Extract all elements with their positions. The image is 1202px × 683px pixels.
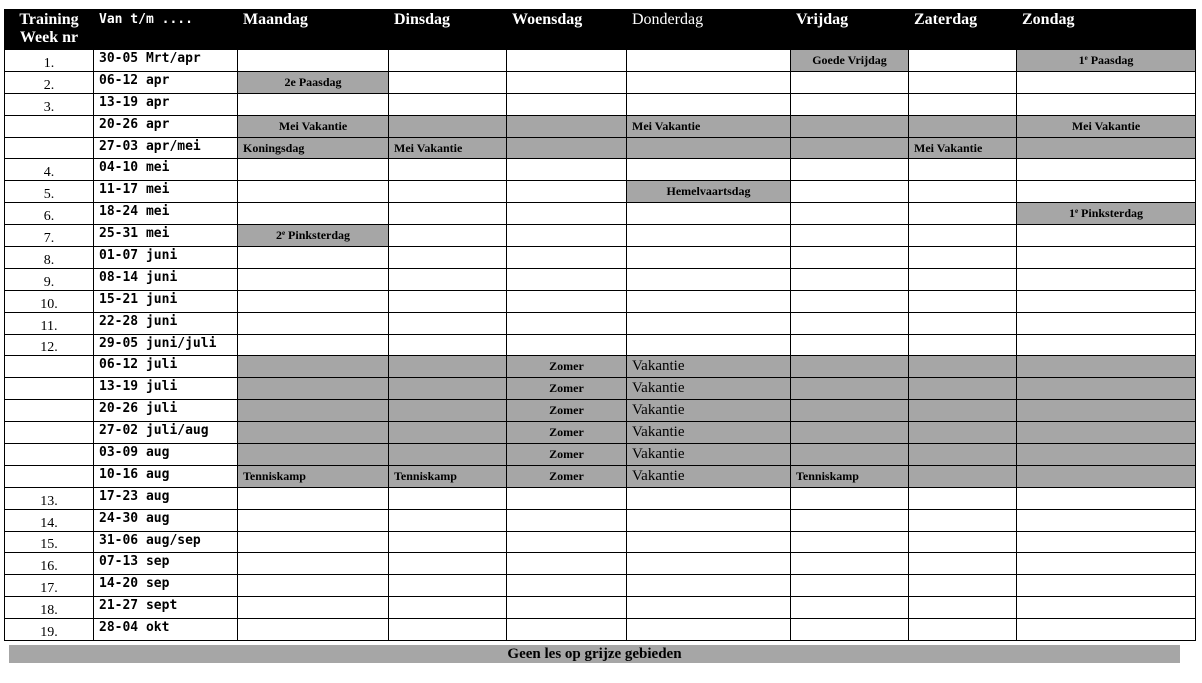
- table-row: [5, 312, 1196, 334]
- day-cell-monday: [238, 159, 389, 181]
- day-cell-friday: [791, 619, 909, 641]
- week-number-cell: 8.: [5, 247, 94, 269]
- day-cell-monday: [238, 553, 389, 575]
- day-cell-tuesday: Mei Vakantie: [389, 137, 507, 159]
- day-cell-monday: [238, 93, 389, 115]
- day-cell-tuesday: [389, 575, 507, 597]
- day-cell-monday: Koningsdag: [238, 137, 389, 159]
- day-cell-wednesday: [507, 334, 627, 356]
- date-range-cell: 07-13 sep: [94, 553, 238, 575]
- day-cell-thursday: [627, 487, 791, 509]
- day-cell-wednesday: [507, 159, 627, 181]
- day-cell-tuesday: Tenniskamp: [389, 465, 507, 487]
- date-range-cell: 30-05 Mrt/apr: [94, 50, 238, 72]
- day-cell-thursday: [627, 619, 791, 641]
- day-cell-thursday: [627, 334, 791, 356]
- day-cell-monday: [238, 509, 389, 531]
- table-row: [5, 268, 1196, 290]
- day-cell-tuesday: [389, 71, 507, 93]
- day-cell-wednesday: [507, 225, 627, 247]
- date-range-cell: 06-12 apr: [94, 71, 238, 93]
- date-range-cell: 10-16 aug: [94, 465, 238, 487]
- ordinal-suffix: e: [281, 229, 286, 238]
- day-cell-monday: Tenniskamp: [238, 465, 389, 487]
- day-cell-sunday: [1017, 422, 1196, 444]
- date-range-cell: 18-24 mei: [94, 203, 238, 225]
- day-cell-saturday: [909, 400, 1017, 422]
- day-header-friday: Vrijdag: [791, 10, 909, 50]
- day-cell-friday: [791, 597, 909, 619]
- day-cell-wednesday: Zomer: [507, 378, 627, 400]
- day-cell-saturday: [909, 181, 1017, 203]
- week-number-cell: [5, 400, 94, 422]
- week-number-cell: 19.: [5, 619, 94, 641]
- day-cell-monday: 2e Paasdag: [238, 71, 389, 93]
- day-cell-saturday: [909, 575, 1017, 597]
- day-cell-sunday: [1017, 465, 1196, 487]
- day-cell-saturday: [909, 290, 1017, 312]
- day-cell-tuesday: [389, 400, 507, 422]
- day-cell-saturday: [909, 50, 1017, 72]
- day-cell-wednesday: [507, 203, 627, 225]
- day-cell-saturday: [909, 268, 1017, 290]
- day-cell-wednesday: [507, 71, 627, 93]
- day-cell-sunday: [1017, 71, 1196, 93]
- day-cell-wednesday: [507, 597, 627, 619]
- day-cell-tuesday: [389, 268, 507, 290]
- day-cell-saturday: Mei Vakantie: [909, 137, 1017, 159]
- day-header-sunday: Zondag: [1017, 10, 1196, 50]
- table-row: [5, 50, 1196, 72]
- day-cell-thursday: Hemelvaartsdag: [627, 181, 791, 203]
- day-cell-wednesday: [507, 619, 627, 641]
- day-cell-saturday: [909, 312, 1017, 334]
- day-cell-friday: [791, 71, 909, 93]
- day-cell-monday: [238, 203, 389, 225]
- day-cell-monday: [238, 619, 389, 641]
- day-cell-thursday: Vakantie: [627, 400, 791, 422]
- day-cell-thursday: Vakantie: [627, 422, 791, 444]
- day-cell-friday: [791, 312, 909, 334]
- day-cell-monday: [238, 247, 389, 269]
- day-cell-saturday: [909, 159, 1017, 181]
- day-cell-friday: [791, 356, 909, 378]
- day-cell-thursday: Vakantie: [627, 356, 791, 378]
- day-cell-sunday: [1017, 487, 1196, 509]
- week-number-cell: 14.: [5, 509, 94, 531]
- date-range-cell: 11-17 mei: [94, 181, 238, 203]
- week-number-cell: 18.: [5, 597, 94, 619]
- table-row: [5, 115, 1196, 137]
- day-cell-saturday: [909, 203, 1017, 225]
- date-range-cell: 08-14 juni: [94, 268, 238, 290]
- table-row: [5, 181, 1196, 203]
- day-cell-thursday: [627, 509, 791, 531]
- day-cell-saturday: [909, 487, 1017, 509]
- schedule-body: [5, 50, 1196, 641]
- day-cell-saturday: [909, 553, 1017, 575]
- day-cell-friday: [791, 290, 909, 312]
- day-cell-tuesday: [389, 203, 507, 225]
- ordinal-suffix: e: [1084, 53, 1088, 62]
- date-range-cell: 21-27 sept: [94, 597, 238, 619]
- date-range-cell: 24-30 aug: [94, 509, 238, 531]
- day-cell-wednesday: [507, 247, 627, 269]
- table-row: [5, 225, 1196, 247]
- day-cell-friday: [791, 159, 909, 181]
- day-cell-friday: [791, 553, 909, 575]
- footer-note: Geen les op grijze gebieden: [9, 645, 1180, 663]
- day-cell-thursday: [627, 203, 791, 225]
- day-cell-thursday: [627, 137, 791, 159]
- table-row: [5, 247, 1196, 269]
- day-cell-thursday: Vakantie: [627, 444, 791, 466]
- cell-text: 1: [1068, 206, 1075, 221]
- day-header-wednesday: Woensdag: [507, 10, 627, 50]
- week-number-cell: 9.: [5, 268, 94, 290]
- day-cell-friday: [791, 509, 909, 531]
- table-row: [5, 203, 1196, 225]
- day-cell-saturday: [909, 378, 1017, 400]
- table-row: [5, 465, 1196, 487]
- week-number-cell: 13.: [5, 487, 94, 509]
- day-cell-sunday: [1017, 356, 1196, 378]
- training-label: Training: [19, 11, 79, 28]
- day-cell-friday: [791, 268, 909, 290]
- day-cell-tuesday: [389, 159, 507, 181]
- date-range-cell: 03-09 aug: [94, 444, 238, 466]
- cell-text-rest: Pinksterdag: [1078, 206, 1144, 221]
- day-cell-tuesday: [389, 334, 507, 356]
- week-number-cell: [5, 422, 94, 444]
- day-cell-wednesday: [507, 312, 627, 334]
- day-cell-saturday: [909, 115, 1017, 137]
- day-cell-sunday: [1017, 312, 1196, 334]
- week-number-cell: 16.: [5, 553, 94, 575]
- day-cell-monday: [238, 422, 389, 444]
- day-cell-monday: [238, 400, 389, 422]
- day-cell-thursday: [627, 268, 791, 290]
- day-cell-thursday: [627, 93, 791, 115]
- date-range-cell: 27-03 apr/mei: [94, 137, 238, 159]
- week-number-cell: 2.: [5, 71, 94, 93]
- day-cell-sunday: [1017, 181, 1196, 203]
- date-range-cell: 17-23 aug: [94, 487, 238, 509]
- day-cell-monday: [238, 225, 389, 247]
- day-cell-friday: [791, 575, 909, 597]
- day-cell-saturday: [909, 247, 1017, 269]
- day-cell-wednesday: [507, 181, 627, 203]
- day-cell-thursday: [627, 50, 791, 72]
- table-row: [5, 334, 1196, 356]
- date-range-cell: 27-02 juli/aug: [94, 422, 238, 444]
- week-number-cell: [5, 115, 94, 137]
- day-cell-tuesday: [389, 619, 507, 641]
- day-cell-tuesday: [389, 444, 507, 466]
- table-row: [5, 137, 1196, 159]
- cell-text: 2: [275, 228, 282, 243]
- week-number-cell: 17.: [5, 575, 94, 597]
- day-cell-sunday: [1017, 444, 1196, 466]
- day-cell-tuesday: [389, 312, 507, 334]
- week-nr-header: [5, 10, 94, 50]
- day-cell-thursday: Mei Vakantie: [627, 115, 791, 137]
- date-range-header: Van t/m ....: [94, 10, 238, 50]
- day-header-saturday: Zaterdag: [909, 10, 1017, 50]
- day-cell-tuesday: [389, 50, 507, 72]
- day-cell-thursday: [627, 597, 791, 619]
- date-range-cell: 29-05 juni/juli: [94, 334, 238, 356]
- day-cell-wednesday: [507, 268, 627, 290]
- day-cell-friday: [791, 137, 909, 159]
- date-range-cell: 20-26 juli: [94, 400, 238, 422]
- day-header-tuesday: Dinsdag: [389, 10, 507, 50]
- day-cell-thursday: [627, 247, 791, 269]
- date-range-cell: 14-20 sep: [94, 575, 238, 597]
- week-number-cell: [5, 378, 94, 400]
- week-number-cell: 5.: [5, 181, 94, 203]
- day-cell-friday: [791, 444, 909, 466]
- table-row: [5, 290, 1196, 312]
- day-cell-friday: [791, 422, 909, 444]
- day-cell-friday: [791, 400, 909, 422]
- cell-text-rest: Pinksterdag: [285, 228, 351, 243]
- day-cell-thursday: [627, 575, 791, 597]
- day-cell-tuesday: [389, 93, 507, 115]
- day-cell-wednesday: [507, 115, 627, 137]
- day-cell-tuesday: [389, 422, 507, 444]
- date-range-cell: 22-28 juni: [94, 312, 238, 334]
- day-cell-wednesday: [507, 290, 627, 312]
- day-cell-friday: Tenniskamp: [791, 465, 909, 487]
- day-cell-friday: [791, 531, 909, 553]
- day-cell-friday: Goede Vrijdag: [791, 50, 909, 72]
- day-cell-wednesday: [507, 531, 627, 553]
- day-cell-saturday: [909, 465, 1017, 487]
- day-cell-tuesday: [389, 225, 507, 247]
- cell-text-rest: Paasdag: [1087, 52, 1134, 67]
- week-number-cell: 15.: [5, 531, 94, 553]
- day-cell-monday: [238, 181, 389, 203]
- day-header-monday: Maandag: [238, 10, 389, 50]
- day-cell-tuesday: [389, 290, 507, 312]
- date-range-cell: 31-06 aug/sep: [94, 531, 238, 553]
- cell-text: 1: [1078, 52, 1085, 67]
- week-number-cell: 6.: [5, 203, 94, 225]
- day-cell-monday: Mei Vakantie: [238, 115, 389, 137]
- day-cell-wednesday: [507, 509, 627, 531]
- day-cell-thursday: [627, 553, 791, 575]
- day-cell-monday: [238, 378, 389, 400]
- day-cell-tuesday: [389, 553, 507, 575]
- day-cell-wednesday: [507, 137, 627, 159]
- day-cell-monday: [238, 312, 389, 334]
- date-range-cell: 20-26 apr: [94, 115, 238, 137]
- day-cell-sunday: [1017, 553, 1196, 575]
- day-cell-sunday: [1017, 290, 1196, 312]
- day-cell-monday: [238, 575, 389, 597]
- day-cell-friday: [791, 181, 909, 203]
- day-cell-saturday: [909, 597, 1017, 619]
- date-range-cell: 25-31 mei: [94, 225, 238, 247]
- table-row: [5, 422, 1196, 444]
- day-cell-monday: [238, 50, 389, 72]
- week-number-cell: [5, 137, 94, 159]
- table-row: [5, 553, 1196, 575]
- day-cell-saturday: [909, 422, 1017, 444]
- week-number-cell: 1.: [5, 50, 94, 72]
- day-cell-friday: [791, 247, 909, 269]
- day-cell-friday: [791, 334, 909, 356]
- week-number-cell: [5, 356, 94, 378]
- day-cell-wednesday: Zomer: [507, 356, 627, 378]
- day-cell-sunday: [1017, 268, 1196, 290]
- week-number-cell: 10.: [5, 290, 94, 312]
- day-cell-sunday: [1017, 225, 1196, 247]
- day-cell-friday: [791, 93, 909, 115]
- day-cell-tuesday: [389, 597, 507, 619]
- day-cell-sunday: [1017, 50, 1196, 72]
- table-row: [5, 575, 1196, 597]
- day-cell-tuesday: [389, 531, 507, 553]
- header-row: [5, 10, 1196, 50]
- day-cell-monday: [238, 334, 389, 356]
- date-range-cell: 06-12 juli: [94, 356, 238, 378]
- day-cell-friday: [791, 378, 909, 400]
- day-cell-wednesday: Zomer: [507, 400, 627, 422]
- day-cell-tuesday: [389, 247, 507, 269]
- day-cell-wednesday: [507, 50, 627, 72]
- day-cell-sunday: [1017, 575, 1196, 597]
- day-cell-thursday: Vakantie: [627, 378, 791, 400]
- day-cell-thursday: [627, 159, 791, 181]
- day-cell-sunday: [1017, 531, 1196, 553]
- day-cell-saturday: [909, 71, 1017, 93]
- day-cell-tuesday: [389, 115, 507, 137]
- date-range-cell: 28-04 okt: [94, 619, 238, 641]
- week-number-cell: [5, 444, 94, 466]
- date-range-cell: 13-19 apr: [94, 93, 238, 115]
- day-cell-monday: [238, 356, 389, 378]
- day-cell-saturday: [909, 531, 1017, 553]
- week-number-cell: [5, 465, 94, 487]
- day-cell-thursday: [627, 290, 791, 312]
- date-range-cell: 04-10 mei: [94, 159, 238, 181]
- table-row: [5, 531, 1196, 553]
- day-cell-monday: [238, 597, 389, 619]
- day-cell-friday: [791, 115, 909, 137]
- day-cell-thursday: Vakantie: [627, 465, 791, 487]
- day-cell-monday: [238, 268, 389, 290]
- day-cell-tuesday: [389, 378, 507, 400]
- date-range-cell: 15-21 juni: [94, 290, 238, 312]
- week-nr-label: Week nr: [19, 29, 79, 46]
- table-row: [5, 356, 1196, 378]
- day-cell-sunday: [1017, 159, 1196, 181]
- table-row: [5, 93, 1196, 115]
- day-cell-sunday: [1017, 93, 1196, 115]
- day-cell-thursday: [627, 71, 791, 93]
- day-cell-saturday: [909, 225, 1017, 247]
- table-row: [5, 378, 1196, 400]
- day-cell-sunday: [1017, 137, 1196, 159]
- day-cell-tuesday: [389, 509, 507, 531]
- table-row: [5, 444, 1196, 466]
- day-cell-sunday: [1017, 334, 1196, 356]
- day-cell-sunday: [1017, 619, 1196, 641]
- day-cell-friday: [791, 487, 909, 509]
- day-cell-wednesday: Zomer: [507, 422, 627, 444]
- table-row: [5, 159, 1196, 181]
- day-cell-tuesday: [389, 356, 507, 378]
- day-cell-saturday: [909, 444, 1017, 466]
- week-number-cell: 4.: [5, 159, 94, 181]
- week-number-cell: 7.: [5, 225, 94, 247]
- day-cell-wednesday: Zomer: [507, 444, 627, 466]
- day-cell-sunday: [1017, 203, 1196, 225]
- day-cell-sunday: [1017, 597, 1196, 619]
- table-row: [5, 487, 1196, 509]
- table-row: [5, 71, 1196, 93]
- date-range-cell: 13-19 juli: [94, 378, 238, 400]
- day-cell-wednesday: [507, 487, 627, 509]
- day-cell-tuesday: [389, 181, 507, 203]
- day-cell-friday: [791, 225, 909, 247]
- day-cell-sunday: Mei Vakantie: [1017, 115, 1196, 137]
- table-row: [5, 509, 1196, 531]
- day-cell-tuesday: [389, 487, 507, 509]
- day-cell-saturday: [909, 334, 1017, 356]
- day-cell-saturday: [909, 356, 1017, 378]
- day-cell-wednesday: [507, 575, 627, 597]
- day-cell-thursday: [627, 312, 791, 334]
- day-cell-sunday: [1017, 400, 1196, 422]
- table-row: [5, 619, 1196, 641]
- day-header-thursday: Donderdag: [627, 10, 791, 50]
- week-number-cell: 12.: [5, 334, 94, 356]
- day-cell-saturday: [909, 619, 1017, 641]
- date-range-cell: 01-07 juni: [94, 247, 238, 269]
- table-row: [5, 597, 1196, 619]
- day-cell-wednesday: [507, 93, 627, 115]
- ordinal-suffix: e: [1074, 207, 1079, 216]
- schedule-table: [4, 9, 1196, 641]
- day-cell-thursday: [627, 225, 791, 247]
- day-cell-wednesday: Zomer: [507, 465, 627, 487]
- week-number-cell: 3.: [5, 93, 94, 115]
- day-cell-monday: [238, 531, 389, 553]
- day-cell-monday: [238, 487, 389, 509]
- day-cell-friday: [791, 203, 909, 225]
- day-cell-monday: [238, 444, 389, 466]
- day-cell-saturday: [909, 509, 1017, 531]
- day-cell-sunday: [1017, 247, 1196, 269]
- day-cell-sunday: [1017, 378, 1196, 400]
- week-number-cell: 11.: [5, 312, 94, 334]
- table-row: [5, 400, 1196, 422]
- day-cell-thursday: [627, 531, 791, 553]
- day-cell-sunday: [1017, 509, 1196, 531]
- day-cell-saturday: [909, 93, 1017, 115]
- day-cell-wednesday: [507, 553, 627, 575]
- day-cell-monday: [238, 290, 389, 312]
